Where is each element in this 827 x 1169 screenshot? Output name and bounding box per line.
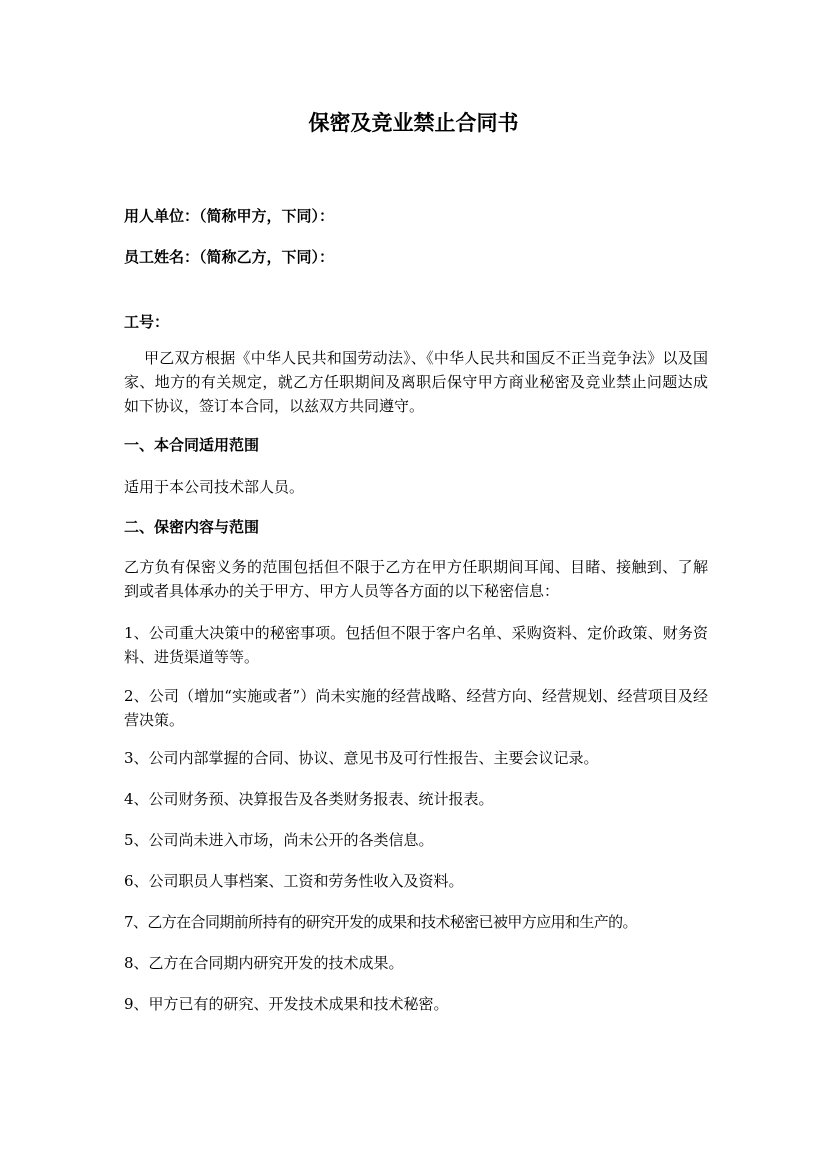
confidential-item-4: 4、公司财务预、决算报告及各类财务报表、统计报表。 [124, 790, 494, 808]
employee-name-field-label: 员工姓名：（简称乙方，下同）： [124, 248, 335, 266]
confidential-item-6: 6、公司职员人事档案、工资和劳务性收入及资料。 [124, 872, 464, 890]
confidential-item-1: 1、公司重大决策中的秘密事项。包括但不限于客户名单、采购资料、定价政策、财务资料、进货渠道等等。 [124, 624, 708, 666]
employee-number-field-label: 工号： [124, 313, 170, 331]
employer-field-label: 用人单位：（简称甲方，下同）： [124, 207, 335, 225]
section-1-body: 适用于本公司技术部人员。 [124, 478, 305, 496]
section-2-intro: 乙方负有保密义务的范围包括但不限于乙方在甲方任职期间耳闻、目睹、接触到、了解到或者具体承办的关于甲方、甲方人员等各方面的以下秘密信息： [124, 558, 708, 600]
preamble-paragraph: 甲乙双方根据《中华人民共和国劳动法》、《中华人民共和国反不正当竞争法》以及国家、地方的有关规定，就乙方任职期间及离职后保守甲方商业秘密及竞业禁止问题达成如下协议，签订本合同，以兹双方共同遵守。 [124, 349, 708, 415]
confidential-item-8: 8、乙方在合同期内研究开发的技术成果。 [124, 954, 404, 972]
confidential-item-5: 5、公司尚未进入市场，尚未公开的各类信息。 [124, 831, 434, 849]
section-1-heading: 一、本合同适用范围 [124, 436, 260, 454]
document-title: 保密及竞业禁止合同书 [308, 110, 519, 135]
confidential-item-7: 7、乙方在合同期前所持有的研究开发的成果和技术秘密已被甲方应用和生产的。 [124, 913, 637, 931]
section-2-heading: 二、保密内容与范围 [124, 518, 260, 536]
confidential-item-2: 2、公司（增加“实施或者”）尚未实施的经营战略、经营方向、经营规划、经营项目及经营决策。 [124, 687, 708, 729]
confidential-item-9: 9、甲方已有的研究、开发技术成果和技术秘密。 [124, 995, 449, 1013]
confidential-item-3: 3、公司内部掌握的合同、协议、意见书及可行性报告、主要会议记录。 [124, 749, 599, 767]
